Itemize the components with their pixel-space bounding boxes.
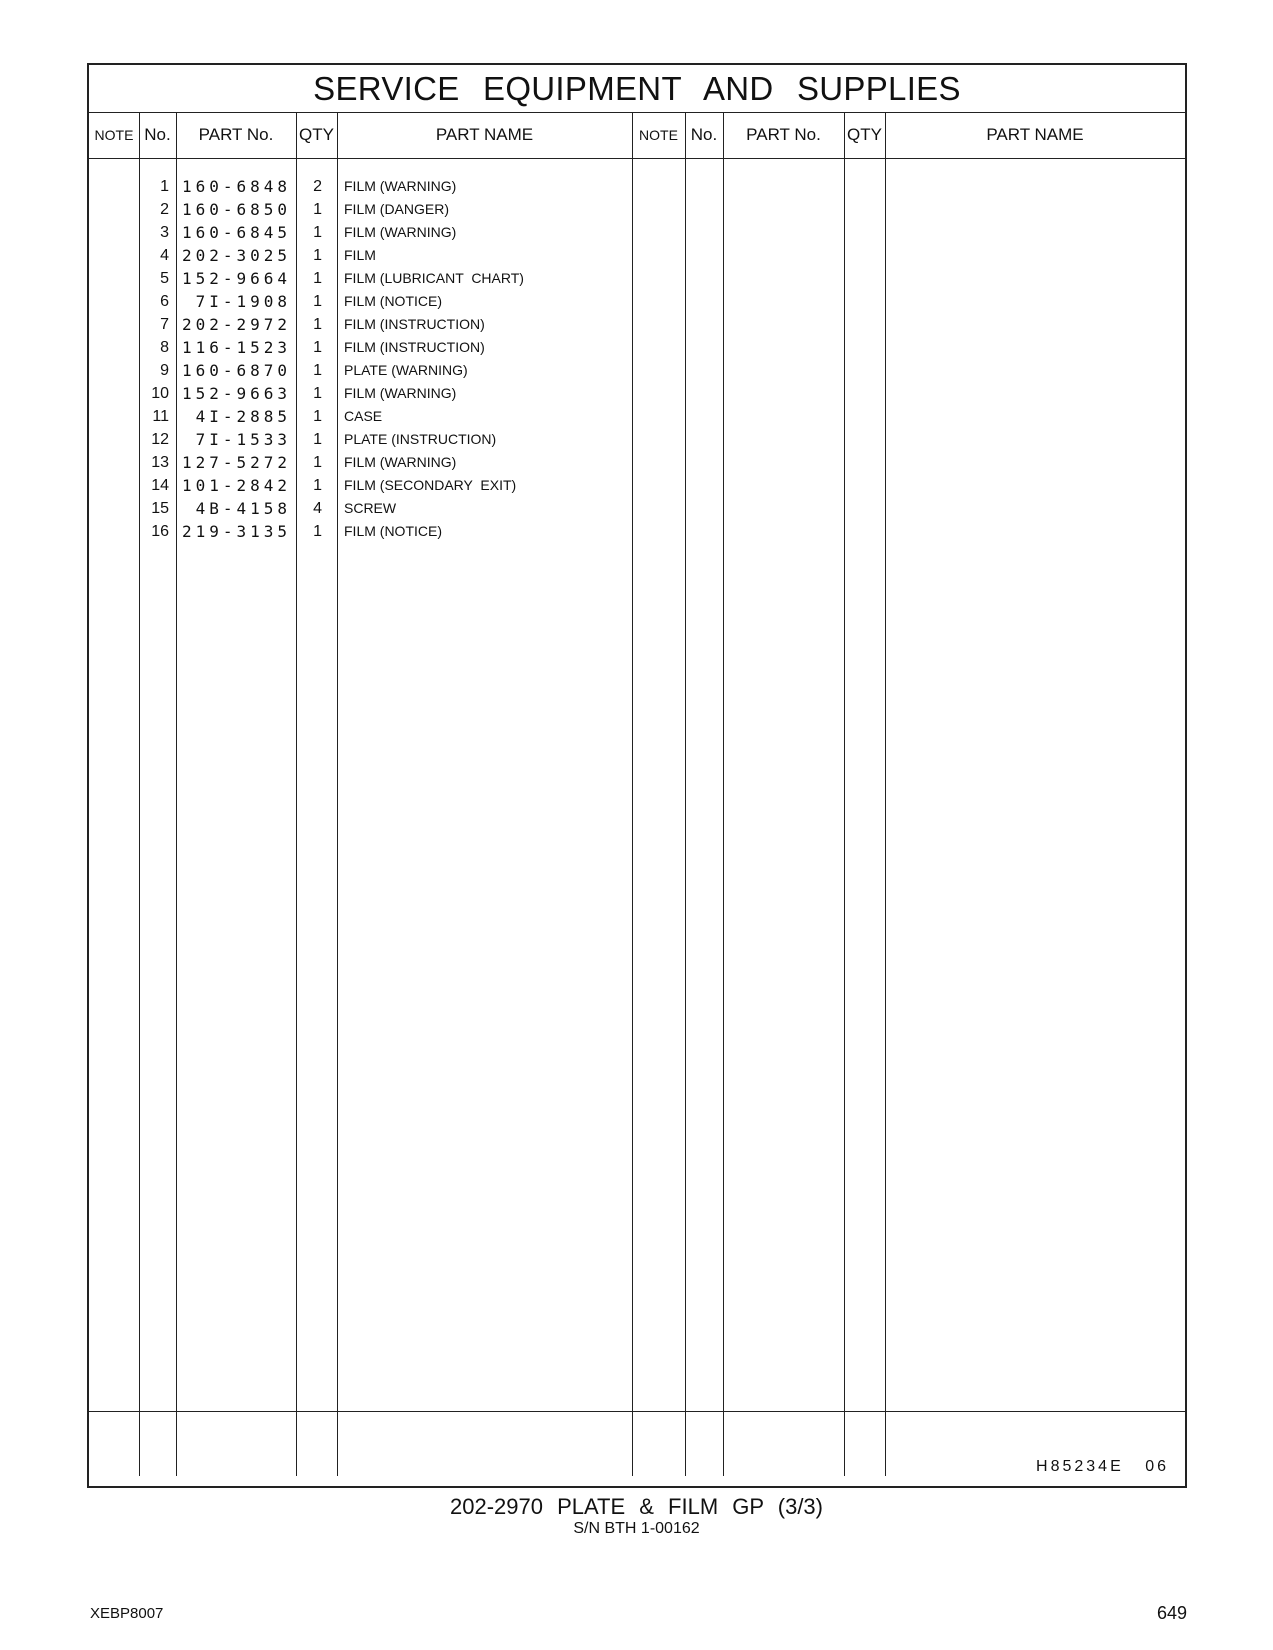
part-name: FILM	[344, 247, 376, 263]
header-part-no-left: PART No.	[198, 125, 274, 144]
header-part-name-left: PART NAME	[435, 125, 534, 144]
part-number: 7I-1908	[195, 292, 291, 311]
part-number: 160-6845	[181, 223, 291, 242]
part-number-index: 6	[160, 293, 169, 310]
part-name: FILM (LUBRICANT CHART)	[344, 270, 524, 286]
part-quantity: 1	[313, 454, 322, 471]
column-divider	[844, 112, 845, 1476]
part-quantity: 1	[313, 339, 322, 356]
table-row	[89, 198, 649, 221]
header-note-left: NOTE	[94, 127, 134, 143]
part-name: FILM (WARNING)	[344, 454, 457, 470]
part-number-index: 16	[151, 523, 169, 540]
part-number: 160-6848	[181, 177, 291, 196]
serial-number: S/N BTH 1-00162	[573, 1520, 700, 1537]
part-quantity: 1	[313, 408, 322, 425]
part-number-index: 1	[160, 178, 169, 195]
header-part-name-right: PART NAME	[986, 125, 1084, 144]
table-row	[89, 382, 649, 405]
header-qty-left: QTY	[299, 125, 334, 144]
part-quantity: 1	[313, 385, 322, 402]
part-quantity: 1	[313, 431, 322, 448]
page-title: SERVICE EQUIPMENT AND SUPPLIES	[89, 65, 1185, 113]
part-number-index: 3	[160, 224, 169, 241]
part-number-index: 2	[160, 201, 169, 218]
part-quantity: 4	[313, 500, 322, 517]
part-number: 219-3135	[181, 522, 291, 541]
header-note-right: NOTE	[639, 127, 678, 143]
part-quantity: 1	[313, 224, 322, 241]
table-row	[89, 451, 649, 474]
parts-table	[87, 63, 1187, 1488]
part-number-index: 5	[160, 270, 169, 287]
part-name: FILM (WARNING)	[344, 385, 457, 401]
table-row	[89, 428, 649, 451]
part-quantity: 1	[313, 247, 322, 264]
part-number-index: 14	[151, 477, 169, 494]
part-number-index: 10	[151, 385, 169, 402]
part-name: FILM (DANGER)	[344, 201, 449, 217]
part-name: PLATE (INSTRUCTION)	[344, 431, 497, 447]
part-number: 116-1523	[181, 338, 291, 357]
part-number: 152-9664	[181, 269, 291, 288]
part-number-index: 4	[160, 247, 169, 264]
part-number: 4I-2885	[195, 407, 291, 426]
table-row	[89, 474, 649, 497]
part-number: 202-2972	[181, 315, 291, 334]
page-number: 649	[1156, 1603, 1187, 1623]
table-row	[89, 520, 649, 543]
part-quantity: 1	[313, 293, 322, 310]
part-quantity: 1	[313, 201, 322, 218]
header-part-no-right: PART No.	[746, 125, 821, 144]
part-name: FILM (WARNING)	[344, 178, 457, 194]
part-number-index: 9	[160, 362, 169, 379]
part-name: FILM (INSTRUCTION)	[344, 339, 485, 355]
footer-divider	[89, 1411, 1185, 1412]
table-row	[89, 221, 649, 244]
part-quantity: 1	[313, 523, 322, 540]
part-number-index: 12	[151, 431, 169, 448]
table-row	[89, 313, 649, 336]
column-divider	[723, 112, 724, 1476]
part-number: 7I-1533	[195, 430, 291, 449]
part-quantity: 2	[313, 178, 322, 195]
illustration-code: H85234E 06	[1036, 1458, 1169, 1475]
part-quantity: 1	[313, 362, 322, 379]
column-divider	[685, 112, 686, 1476]
table-row	[89, 290, 649, 313]
part-name: SCREW	[344, 500, 397, 516]
table-row	[89, 405, 649, 428]
table-row	[89, 359, 649, 382]
table-row	[89, 175, 649, 198]
part-number: 160-6870	[181, 361, 291, 380]
part-number: 160-6850	[181, 200, 291, 219]
part-number-index: 8	[160, 339, 169, 356]
parts-list	[89, 175, 649, 543]
part-name: FILM (SECONDARY EXIT)	[344, 477, 517, 493]
column-divider	[885, 112, 886, 1476]
part-number: 101-2842	[181, 476, 291, 495]
table-row	[89, 336, 649, 359]
part-name: FILM (WARNING)	[344, 224, 457, 240]
part-quantity: 1	[313, 477, 322, 494]
header-no-left: No.	[144, 125, 171, 144]
table-header	[89, 112, 1185, 159]
header-no-right: No.	[690, 125, 718, 144]
part-name: FILM (NOTICE)	[344, 523, 442, 539]
part-number: 127-5272	[181, 453, 291, 472]
table-row	[89, 244, 649, 267]
part-name: FILM (NOTICE)	[344, 293, 442, 309]
part-number: 202-3025	[181, 246, 291, 265]
part-number-index: 7	[160, 316, 169, 333]
group-caption: 202-2970 PLATE & FILM GP (3/3)	[449, 1494, 823, 1519]
part-name: PLATE (WARNING)	[344, 362, 468, 378]
part-number: 152-9663	[181, 384, 291, 403]
part-name: CASE	[344, 408, 383, 424]
header-qty-right: QTY	[847, 125, 882, 144]
part-number-index: 15	[151, 500, 169, 517]
part-number-index: 13	[151, 454, 169, 471]
document-id: XEBP8007	[90, 1605, 164, 1622]
table-row	[89, 267, 649, 290]
table-row	[89, 497, 649, 520]
part-quantity: 1	[313, 270, 322, 287]
part-quantity: 1	[313, 316, 322, 333]
part-number-index: 11	[152, 408, 169, 425]
part-name: FILM (INSTRUCTION)	[344, 316, 485, 332]
part-number: 4B-4158	[195, 499, 291, 518]
